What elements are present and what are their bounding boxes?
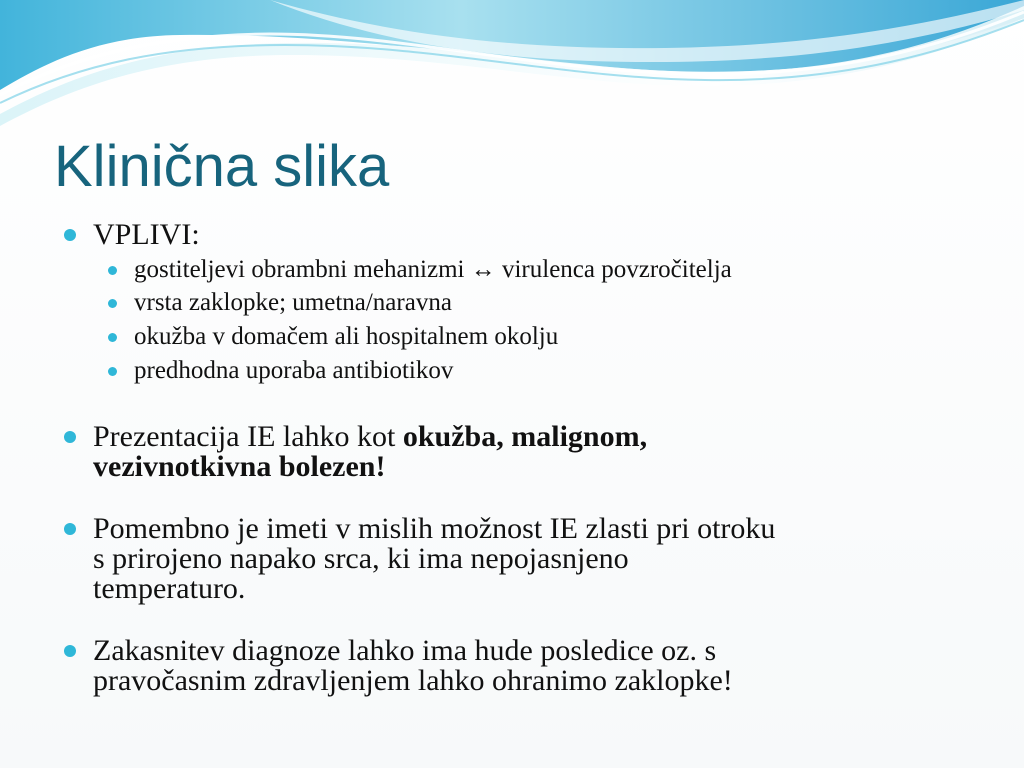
bullet-zakasnitev [64,636,964,696]
subbullet-item [108,356,958,386]
subbullet-text: predhodna uporaba antibiotikov [134,357,454,384]
bullet-line: Zakasnitev diagnoze lahko ima hude posledice oz. s [93,634,717,667]
bullet-line: Pomembno je imeti v mislih možnost IE zlasti pri otroku [93,512,776,545]
bullet-text [93,636,964,696]
bullet-dot-icon [64,431,76,443]
bold-emphasis: vezivnotkivna bolezen! [93,450,386,483]
subbullet-text: vrsta zaklopke; umetna/naravna [134,289,452,316]
bullet-text [93,514,964,604]
bullet-pomembno [64,514,964,604]
subbullet-dot-icon [108,266,117,275]
bullet-dot-icon [64,229,76,241]
bold-emphasis: okužba, malignom, [402,420,648,453]
subbullet-item [108,288,958,318]
subbullet-dot-icon [108,299,117,308]
bullet-prezentacija [64,422,964,482]
bullet-text [93,422,964,482]
subbullet-dot-icon [108,367,117,376]
slide-title: Klinična slika [54,134,390,199]
bullet-line: pravočasnim zdravljenjem lahko ohranimo zaklopke! [93,664,733,697]
bullet-text-part: Prezentacija IE lahko kot [93,420,403,453]
subbullet-text: gostiteljevi obrambni mehanizmi ↔ virulenca povzročitelja [134,256,732,283]
bullet-dot-icon [64,523,76,535]
bullet-line: s prirojeno napako srca, ki ima nepojasnjeno [93,542,629,575]
bullet-dot-icon [64,645,76,657]
bullet-line: temperaturo. [93,572,246,605]
bullet-text: VPLIVI: [93,218,200,251]
subbullet-item [108,322,958,352]
decorative-wave-header [0,0,1024,130]
subbullet-dot-icon [108,333,117,342]
subbullet-item [108,255,958,285]
subbullet-text: okužba v domačem ali hospitalnem okolju [134,323,559,350]
bullet-vplivi [64,220,964,250]
